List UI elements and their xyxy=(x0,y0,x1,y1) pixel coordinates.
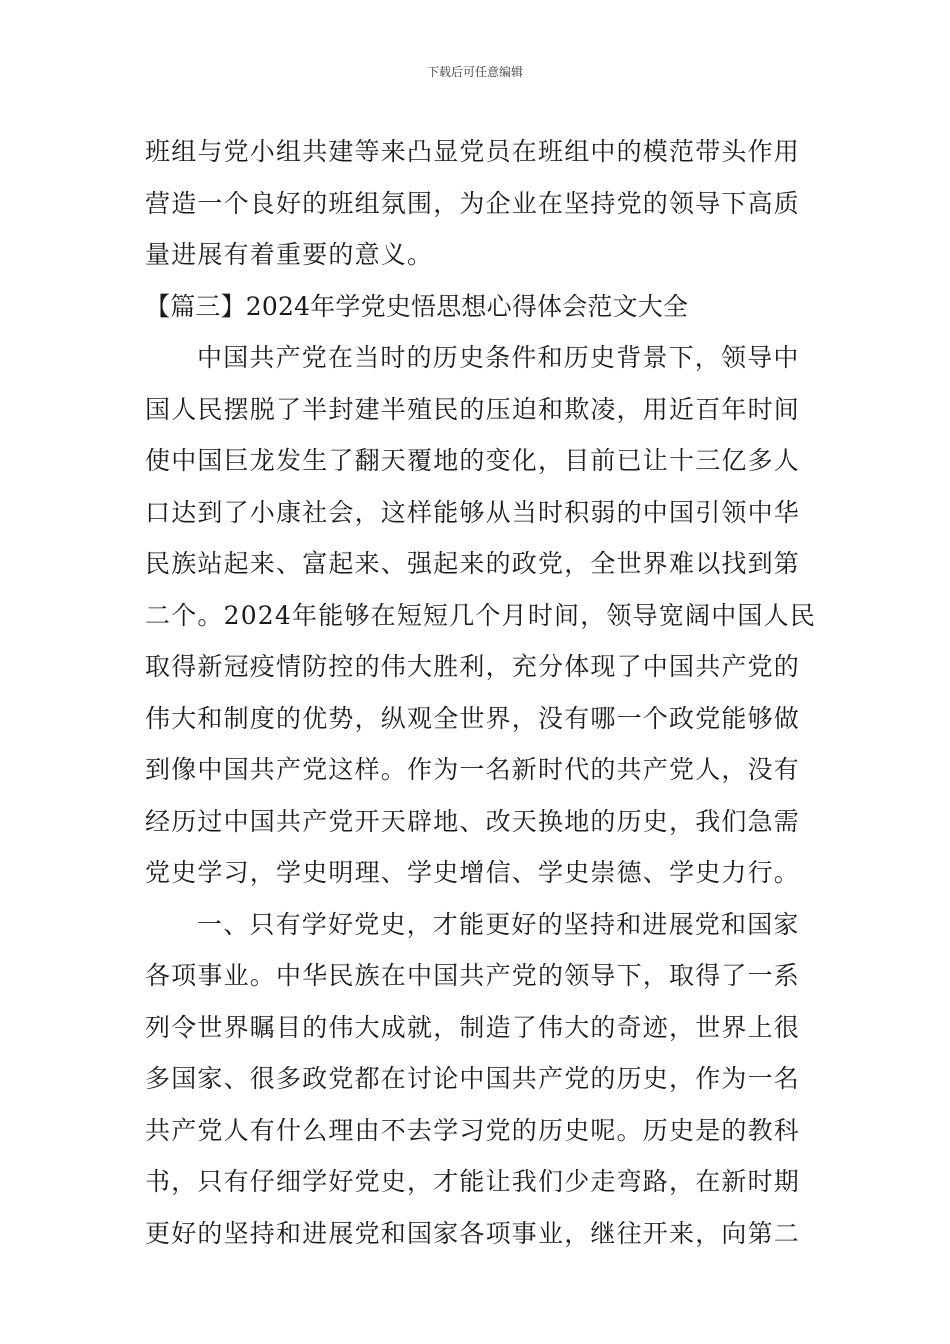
text-line: 书，只有仔细学好党史，才能让我们少走弯路，在新时期 xyxy=(145,1167,801,1196)
paragraph-start: 一、只有学好党史，才能更好的坚持和进展党和国家 xyxy=(197,909,800,939)
text-line: 党史学习，学史明理、学史增信、学史崇德、学史力行。 xyxy=(145,858,801,887)
text-line: 多国家、很多政党都在讨论中国共产党的历史，作为一名 xyxy=(145,1064,801,1093)
text-line: 列令世界瞩目的伟大成就，制造了伟大的奇迹，世界上很 xyxy=(145,1012,801,1042)
text-line: 更好的坚持和进展党和国家各项事业，继往开来，向第二 xyxy=(145,1218,801,1248)
section-heading: 【篇三】2024年学党史悟思想心得体会范文大全 xyxy=(145,291,689,321)
text-line: 二个。2024年能够在短短几个月时间，领导宽阔中国人民 xyxy=(145,600,817,630)
paragraph-start: 中国共产党在当时的历史条件和历史背景下，领导中 xyxy=(197,343,800,372)
text-line: 到像中国共产党这样。作为一名新时代的共产党人，没有 xyxy=(145,755,801,784)
text-line: 共产党人有什么理由不去学习党的历史呢。历史是的教科 xyxy=(145,1115,801,1145)
document-body xyxy=(145,126,817,1259)
text-line: 营造一个良好的班组氛围，为企业在坚持党的领导下高质 xyxy=(145,188,801,218)
text-line: 班组与党小组共建等来凸显党员在班组中的模范带头作用 xyxy=(145,137,801,166)
text-line: 民族站起来、富起来、强起来的政党，全世界难以找到第 xyxy=(145,549,801,578)
text-line: 使中国巨龙发生了翻天覆地的变化，目前已让十三亿多人 xyxy=(145,446,801,475)
text-line: 各项事业。中华民族在中国共产党的领导下，取得了一系 xyxy=(145,961,801,990)
text-line: 国人民摆脱了半封建半殖民的压迫和欺凌，用近百年时间 xyxy=(145,394,801,424)
text-line: 伟大和制度的优势，纵观全世界，没有哪一个政党能够做 xyxy=(145,703,801,733)
page-header: 下载后可任意编辑 xyxy=(426,65,523,79)
text-line: 口达到了小康社会，这样能够从当时积弱的中国引领中华 xyxy=(145,497,801,527)
text-line: 量进展有着重要的意义。 xyxy=(145,240,434,269)
text-line: 取得新冠疫情防控的伟大胜利，充分体现了中国共产党的 xyxy=(145,652,801,681)
text-line: 经历过中国共产党开天辟地、改天换地的历史，我们急需 xyxy=(145,806,801,836)
